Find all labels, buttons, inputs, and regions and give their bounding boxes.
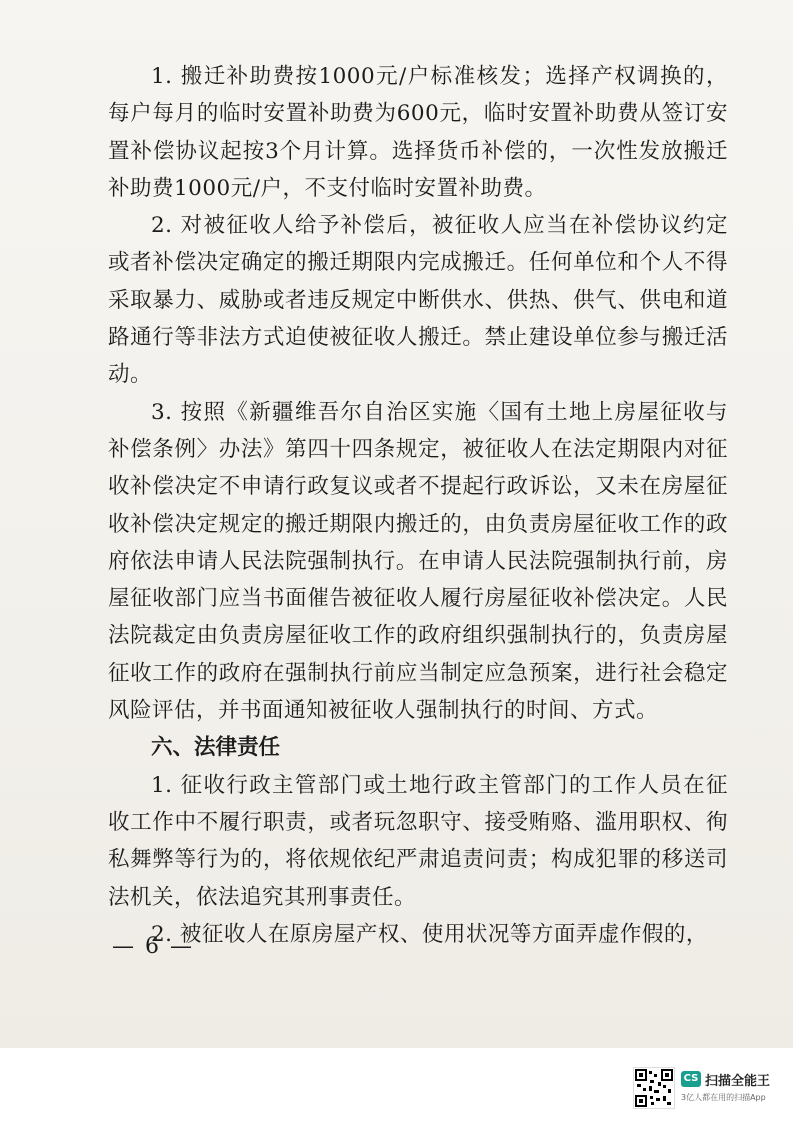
cs-logo-icon: CS xyxy=(681,1071,701,1087)
scanner-tagline: 3亿人都在用的扫描App xyxy=(681,1093,766,1102)
paragraph-falsification: 2. 被征收人在原房屋产权、使用状况等方面弄虚作假的， xyxy=(151,921,708,947)
paragraph-relocation-subsidy: 1. 搬迁补助费按1000元/户标准核发；选择产权调换的，每户每月的临时安置补助费为600元，临时安置补助费从签订安置补偿协议起按3个月计算。选择货币补偿的，一次性发放搬迁补助费1000元/户，不支付临时安置补助费。 xyxy=(108,64,728,201)
document-body xyxy=(108,58,728,953)
qr-code-icon xyxy=(633,1067,675,1109)
scanner-brand-name: 扫描全能王 xyxy=(705,1074,771,1089)
paragraph-enforcement: 3. 按照《新疆维吾尔自治区实施〈国有土地上房屋征收与补偿条例〉办法》第四十四条规定，被征收人在法定期限内对征收补偿决定不申请行政复议或者不提起行政诉讼，又未在房屋征收补偿决定规定的搬迁期限内搬迁的，由负责房屋征收工作的政府依法申请人民法院强制执行。在申请人民法院强制执行前，房屋征收部门应当书面催告被征收人履行房屋征收补偿决定。人民法院裁定由负责房屋征收工作的政府组织强制执行的，负责房屋征收工作的政府在强制执行前应当制定应急预案，进行社会稳定风险评估，并书面通知被征收人强制执行的时间、方式。 xyxy=(108,399,728,724)
section-heading-legal-liability: 六、法律责任 xyxy=(151,735,281,761)
paragraph-relocation-deadline: 2. 对被征收人给予补偿后，被征收人应当在补偿协议约定或者补偿决定确定的搬迁期限内完成搬迁。任何单位和个人不得采取暴力、威胁或者违反规定中断供水、供热、供气、供电和道路通行等非法方式迫使被征收人搬迁。禁止建设单位参与搬迁活动。 xyxy=(108,213,728,388)
paragraph-staff-liability: 1. 征收行政主管部门或土地行政主管部门的工作人员在征收工作中不履行职责，或者玩忽职守、接受贿赂、滥用职权、徇私舞弊等行为的，将依规依纪严肃追责问责；构成犯罪的移送司法机关，依法追究其刑事责任。 xyxy=(108,772,728,910)
page-number: — 6 — xyxy=(112,934,194,959)
